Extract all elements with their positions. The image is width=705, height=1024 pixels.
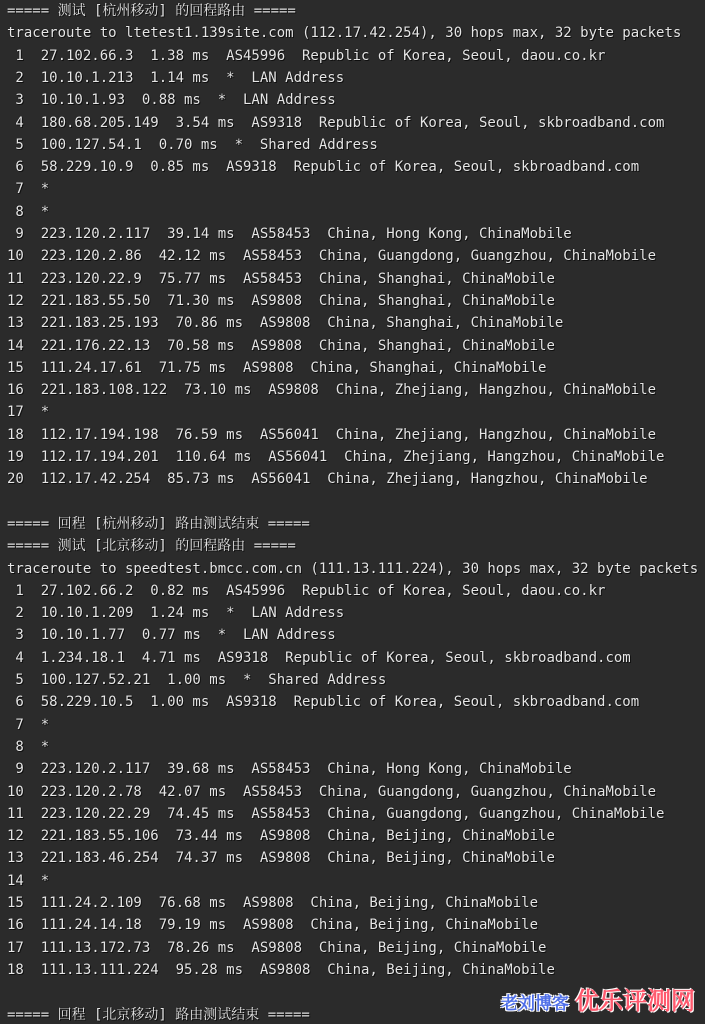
terminal-line: 14 *	[7, 872, 50, 889]
terminal-line: 13 221.183.46.254 74.37 ms AS9808 China, Beijing, ChinaMobile	[7, 850, 555, 867]
terminal-line: 2 10.10.1.209 1.24 ms * LAN Address	[7, 605, 345, 622]
terminal-line: 7 *	[7, 181, 50, 198]
terminal-line: 1 27.102.66.2 0.82 ms AS45996 Republic of Korea, Seoul, daou.co.kr	[7, 582, 606, 599]
terminal-line: 7 *	[7, 716, 50, 733]
terminal-line: 6 58.229.10.5 1.00 ms AS9318 Republic of Korea, Seoul, skbroadband.com	[7, 694, 640, 711]
terminal-line: 20 112.17.42.254 85.73 ms AS56041 China, Zhejiang, Hangzhou, ChinaMobile	[7, 471, 648, 488]
terminal-line: 17 111.13.172.73 78.26 ms AS9808 China, Beijing, ChinaMobile	[7, 939, 547, 956]
terminal-line: 18 111.13.111.224 95.28 ms AS9808 China, Beijing, ChinaMobile	[7, 961, 555, 978]
terminal-line: 18 112.17.194.198 76.59 ms AS56041 China, Zhejiang, Hangzhou, ChinaMobile	[7, 426, 657, 443]
terminal-line: 11 223.120.22.9 75.77 ms AS58453 China, Shanghai, ChinaMobile	[7, 270, 555, 287]
terminal-line: 3 10.10.1.77 0.77 ms * LAN Address	[7, 627, 336, 644]
terminal-line: 10 223.120.2.86 42.12 ms AS58453 China, Guangdong, Guangzhou, ChinaMobile	[7, 248, 657, 265]
watermark-blog-text: 老刘博客	[501, 994, 569, 1014]
terminal-line: 15 111.24.17.61 71.75 ms AS9808 China, Shanghai, ChinaMobile	[7, 359, 547, 376]
terminal-line: traceroute to ltetest1.139site.com (112.17.42.254), 30 hops max, 32 byte packets	[7, 25, 682, 42]
terminal-line: 2 10.10.1.213 1.14 ms * LAN Address	[7, 69, 345, 86]
terminal-line: 1 27.102.66.3 1.38 ms AS45996 Republic of Korea, Seoul, daou.co.kr	[7, 47, 606, 64]
terminal-line: 8 *	[7, 203, 50, 220]
terminal-line: 10 223.120.2.78 42.07 ms AS58453 China, Guangdong, Guangzhou, ChinaMobile	[7, 783, 657, 800]
terminal-line: 13 221.183.25.193 70.86 ms AS9808 China, Shanghai, ChinaMobile	[7, 315, 564, 332]
terminal-line: 4 1.234.18.1 4.71 ms AS9318 Republic of Korea, Seoul, skbroadband.com	[7, 649, 631, 666]
terminal-line: 5 100.127.54.1 0.70 ms * Shared Address	[7, 136, 378, 153]
terminal-line: 19 112.17.194.201 110.64 ms AS56041 China, Zhejiang, Hangzhou, ChinaMobile	[7, 449, 665, 465]
terminal-line: 4 180.68.205.149 3.54 ms AS9318 Republic of Korea, Seoul, skbroadband.com	[7, 114, 665, 131]
terminal-line: 17 *	[7, 404, 50, 421]
terminal-line: traceroute to speedtest.bmcc.com.cn (111.13.111.224), 30 hops max, 32 byte packets	[7, 560, 699, 577]
terminal-line: 12 221.183.55.50 71.30 ms AS9808 China, Shanghai, ChinaMobile	[7, 292, 555, 309]
terminal-line: 6 58.229.10.9 0.85 ms AS9318 Republic of Korea, Seoul, skbroadband.com	[7, 159, 640, 176]
terminal-line: 16 111.24.14.18 79.19 ms AS9808 China, Beijing, ChinaMobile	[7, 917, 539, 934]
terminal-line: 12 221.183.55.106 73.44 ms AS9808 China, Beijing, ChinaMobile	[7, 828, 555, 845]
terminal-line: ===== 测试 [杭州移动] 的回程路由 =====	[7, 3, 296, 19]
terminal-line: ===== 测试 [北京移动] 的回程路由 =====	[7, 538, 296, 555]
terminal-line: 14 221.176.22.13 70.58 ms AS9808 China, Shanghai, ChinaMobile	[7, 337, 555, 354]
watermark-brand-logo: 优乐评测网	[575, 987, 695, 1015]
terminal-line: ===== 回程 [北京移动] 路由测试结束 =====	[7, 1006, 310, 1023]
terminal-line: 8 *	[7, 738, 50, 755]
terminal-line: 15 111.24.2.109 76.68 ms AS9808 China, Beijing, ChinaMobile	[7, 895, 539, 911]
terminal-line: 11 223.120.22.29 74.45 ms AS58453 China, Guangdong, Guangzhou, ChinaMobile	[7, 805, 665, 822]
terminal-line: 9 223.120.2.117 39.14 ms AS58453 China, Hong Kong, ChinaMobile	[7, 226, 572, 242]
terminal-line: 5 100.127.52.21 1.00 ms * Shared Address	[7, 672, 387, 688]
terminal-line: ===== 回程 [杭州移动] 路由测试结束 =====	[7, 515, 310, 532]
terminal-line: 16 221.183.108.122 73.10 ms AS9808 China, Zhejiang, Hangzhou, ChinaMobile	[7, 382, 657, 399]
terminal-line: 9 223.120.2.117 39.68 ms AS58453 China, Hong Kong, ChinaMobile	[7, 761, 572, 778]
terminal-line: 3 10.10.1.93 0.88 ms * LAN Address	[7, 92, 336, 109]
